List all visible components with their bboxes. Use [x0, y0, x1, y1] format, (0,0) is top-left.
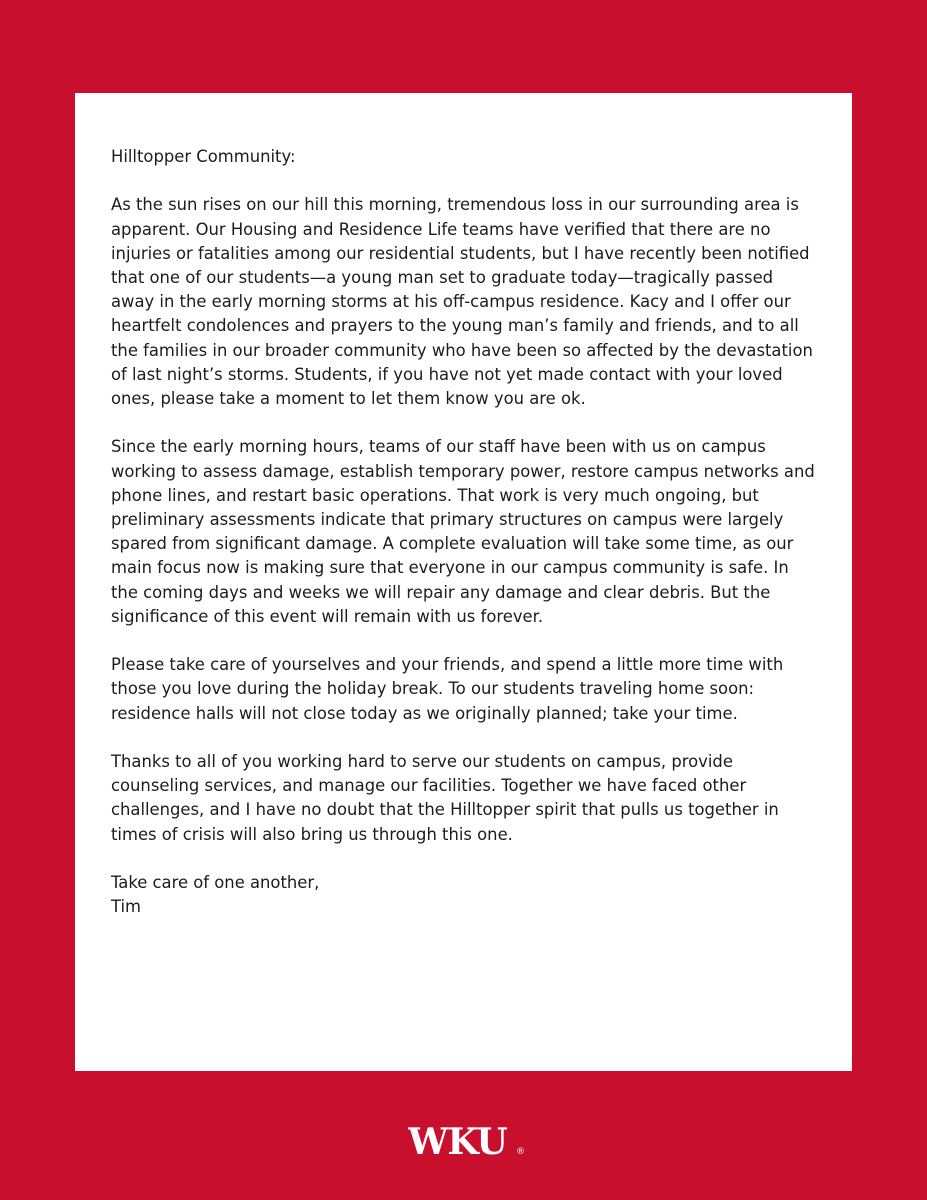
- letter-paragraph-3: Please take care of yourselves and your friends, and spend a little more time with those you love during the holiday break. To our students traveling home soon: residence halls will not close today as we originally planned; take your time.: [111, 655, 784, 723]
- letter-card: [75, 93, 852, 1071]
- wku-logo-text: WKU: [408, 1121, 507, 1163]
- letter-body: [111, 145, 816, 919]
- letter-closing: Take care of one another,: [111, 873, 320, 893]
- letter-paragraph-2: Since the early morning hours, teams of our staff have been with us on campus working to assess damage, establish temporary power, restore campus networks and phone lines, and restart basic operations. That work is very much ongoing, but preliminary assessments indicate that primary structures on campus were largely spared from significant damage. A complete evaluation will take some time, as our main focus now is making sure that everyone in our campus community is safe. In the coming days and weeks we will repair any damage and clear debris. But the significance of this event will remain with us forever.: [111, 437, 815, 626]
- letter-closing-block: [111, 871, 816, 919]
- letter-signature: Tim: [111, 897, 142, 917]
- letter-paragraph-4: Thanks to all of you working hard to serve our students on campus, provide counseling services, and manage our facilities. Together we have faced other challenges, and I have no doubt that the Hilltopper spirit that pulls us together in times of crisis will also bring us through this one.: [111, 752, 779, 844]
- wku-logo: [408, 1116, 528, 1164]
- letter-salutation: Hilltopper Community:: [111, 147, 296, 166]
- letter-paragraph-1: As the sun rises on our hill this morning, tremendous loss in our surrounding area is apparent. Our Housing and Residence Life teams have verified that there are no injuries or fatalities among our residential students, but I have recently been notified that one of our students—a young man set to graduate today—tragically passed away in the early morning storms at his off-campus residence. Kacy and I offer our heartfelt condolences and prayers to the young man’s family and friends, and to all the families in our broader community who have been so affected by the devastation of last night’s storms. Students, if you have not yet made contact with your loved ones, please take a moment to let them know you are ok.: [111, 195, 813, 409]
- registered-mark: ®: [516, 1147, 525, 1157]
